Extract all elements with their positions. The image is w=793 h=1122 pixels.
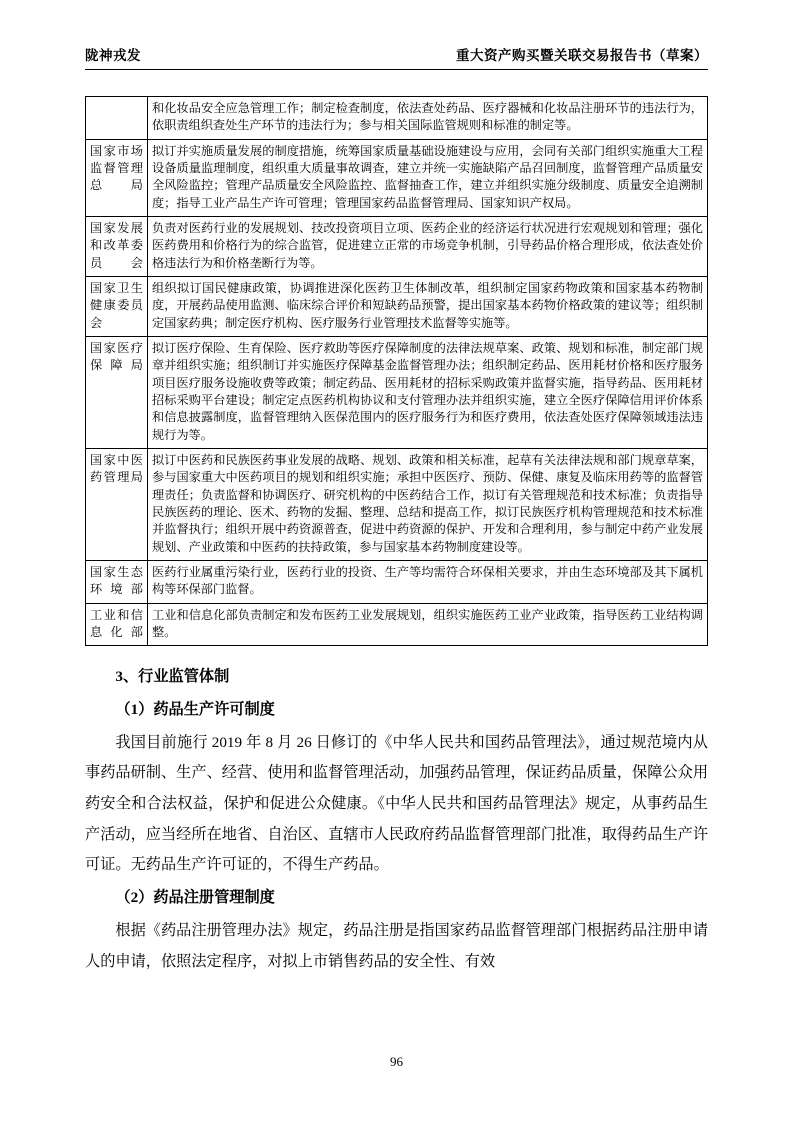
- table-cell-duty: 负责对医药行业的发展规划、技改投资项目立项、医药企业的经济运行状况进行宏观规划和管理；强化医药费用和价格行为的综合监管，促进建立正常的市场竞争机制，引导药品价格合理形成，依法查处价格违法行为和价格垄断行为等。: [148, 216, 708, 276]
- paragraph-1: 我国目前施行 2019 年 8 月 26 日修订的《中华人民共和国药品管理法》，通过规范境内从事药品研制、生产、经营、使用和监督管理活动，加强药品管理，保证药品质量，保障公众用药安全和合法权益，保护和促进公众健康。《中华人民共和国药品管理法》规定，从事药品生产活动，应当经所在地省、自治区、直辖市人民政府药品监督管理部门批准，取得药品生产许可证。无药品生产许可证的，不得生产药品。: [85, 733, 708, 874]
- page-header: [85, 0, 708, 78]
- table-cell-duty: 工业和信息化部负责制定和发布医药工业发展规划，组织实施医药工业产业政策，指导医药工业结构调整。: [148, 603, 708, 646]
- table-cell-duty: 组织拟订国民健康政策，协调推进深化医药卫生体制改革，组织制定国家药物政策和国家基本药物制度，开展药品使用监测、临床综合评价和短缺药品预警，提出国家基本药物价格政策的建议等；组织制定国家药典；制定医疗机构、医疗服务行业管理技术监督等实施等。: [148, 276, 708, 336]
- table-row: [86, 139, 708, 216]
- table-row: [86, 336, 708, 448]
- table-cell-org: 国家医疗保障局: [86, 336, 148, 448]
- body-content: [85, 662, 708, 977]
- subsection-heading-2: （2）药品注册管理制度: [115, 889, 275, 907]
- paragraph-2: 根据《药品注册管理办法》规定，药品注册是指国家药品监督管理部门根据药品注册申请人的申请，依照法定程序，对拟上市销售药品的安全性、有效: [85, 921, 708, 970]
- table-row: [86, 448, 708, 560]
- header-company-name: 陇神戎发: [85, 48, 141, 63]
- table-row: [86, 216, 708, 276]
- table-row: [86, 560, 708, 603]
- table-body: [86, 97, 708, 646]
- table-cell-org: 国家中医药管理局: [86, 448, 148, 560]
- table-cell-org: 国家生态环境部: [86, 560, 148, 603]
- section-heading: 3、行业监管体制: [115, 668, 230, 686]
- page-footer: [0, 1054, 793, 1070]
- table-cell-duty: 拟订并实施质量发展的制度措施，统筹国家质量基础设施建设与应用，会同有关部门组织实施重大工程设备质量监理制度，组织重大质量事故调查，建立并统一实施缺陷产品召回制度，监督管理产品质量安全风险监控；管理产品质量安全风险监控、监督抽查工作，建立并组织实施分级制度、质量安全追溯制度；指导工业产品生产许可管理；管理国家药品监督管理局、国家知识产权局。: [148, 139, 708, 216]
- regulatory-bodies-table: [85, 96, 708, 646]
- page-number: 96: [390, 1054, 403, 1069]
- header-document-title: 重大资产购买暨关联交易报告书（草案）: [456, 48, 708, 63]
- table-row-continued: [86, 97, 708, 140]
- table-row: [86, 603, 708, 646]
- table-cell-org: 国家发展和改革委员会: [86, 216, 148, 276]
- table-cell-org-continued: [86, 97, 148, 140]
- table-cell-duty-continued: 和化妆品安全应急管理工作；制定检查制度，依法查处药品、医疗器械和化妆品注册环节的违法行为，依职责组织查处生产环节的违法行为；参与相关国际监管规则和标准的制定等。: [148, 97, 708, 140]
- table-cell-org: 工业和信息化部: [86, 603, 148, 646]
- table-cell-org: 国家卫生健康委员会: [86, 276, 148, 336]
- table-cell-duty: 拟订医疗保险、生育保险、医疗救助等医疗保障制度的法律法规草案、政策、规划和标准，制定部门规章并组织实施；组织制订并实施医疗保障基金监督管理办法；组织制定药品、医用耗材价格和医疗服务项目医疗服务设施收费等政策；制定药品、医用耗材的招标采购政策并监督实施，指导药品、医用耗材招标采购平台建设；制定定点医药机构协议和支付管理办法并组织实施，建立全医疗保障信用评价体系和信息披露制度，监督管理纳入医保范围内的医疗服务行为和医疗费用，依法查处医疗保障领域违法违规行为等。: [148, 336, 708, 448]
- table-cell-org: 国家市场监督管理总局: [86, 139, 148, 216]
- table-cell-duty: 拟订中医药和民族医药事业发展的战略、规划、政策和相关标准，起草有关法律法规和部门规章草案，参与国家重大中医药项目的规划和组织实施；承担中医医疗、预防、保健、康复及临床用药等的监督管理责任；负责监督和协调医疗、研究机构的中医药结合工作，拟订有关管理规范和技术标准；负责指导民族医药的理论、医术、药物的发掘、整理、总结和提高工作，拟订民族医疗机构管理规范和技术标准并监督执行；组织开展中药资源普查，促进中药资源的保护、开发和合理利用，参与制定中药产业发展规划、产业政策和中医药的扶持政策，参与国家基本药物制度建设等。: [148, 448, 708, 560]
- header-divider: [85, 69, 708, 70]
- table-cell-duty: 医药行业属重污染行业，医药行业的投资、生产等均需符合环保相关要求，并由生态环境部及其下属机构等环保部门监督。: [148, 560, 708, 603]
- table-row: [86, 276, 708, 336]
- subsection-heading-1: （1）药品生产许可制度: [115, 700, 275, 718]
